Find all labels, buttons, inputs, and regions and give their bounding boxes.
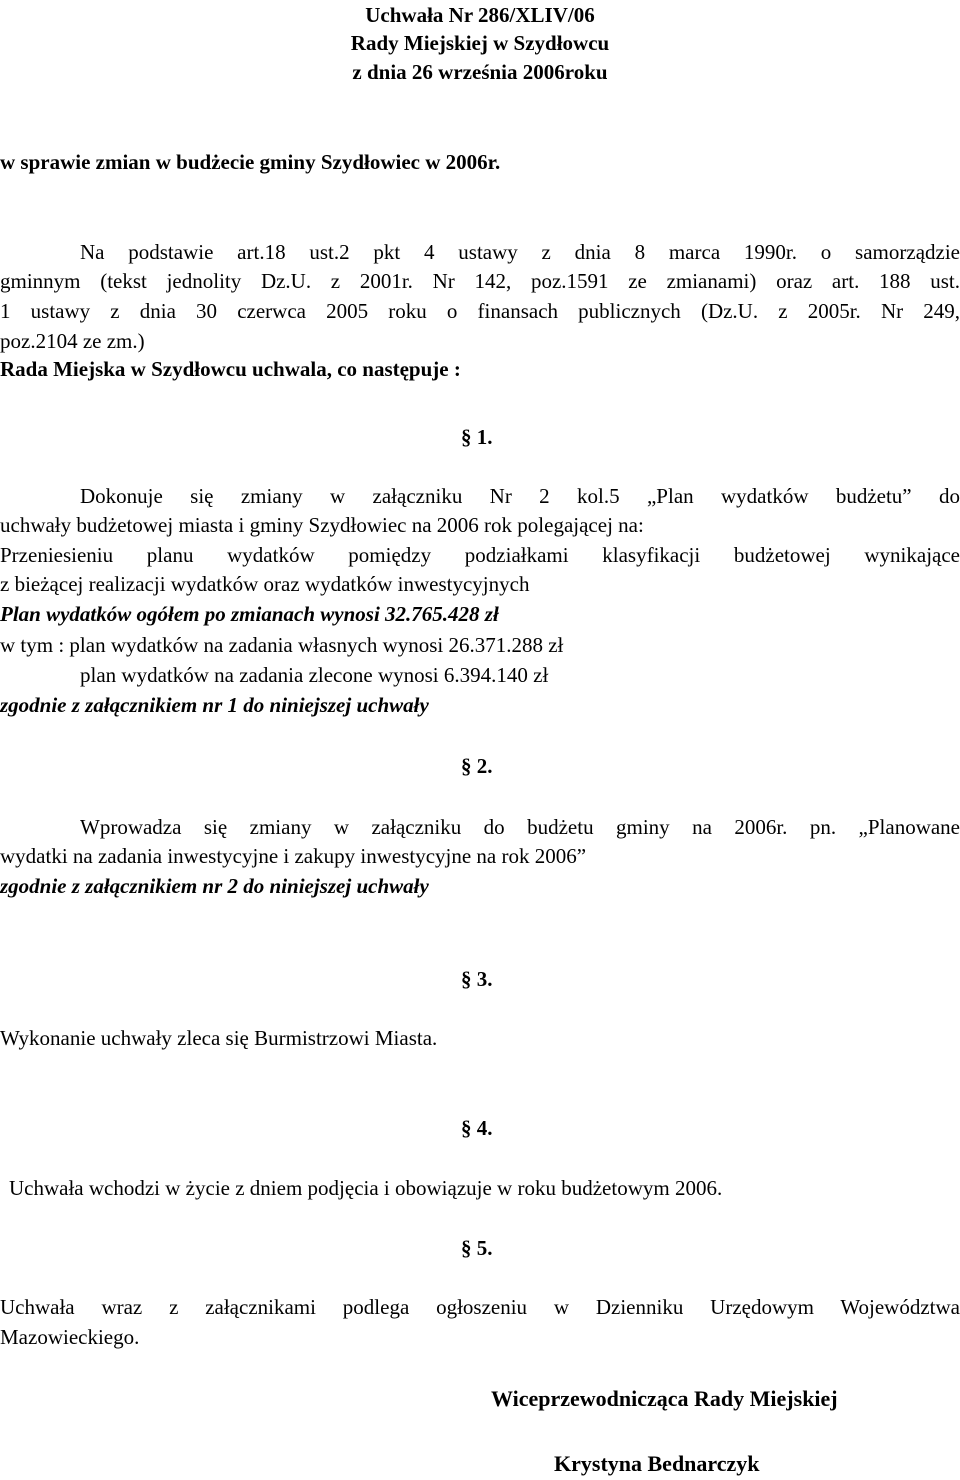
resolution-date: z dnia 26 września 2006roku — [352, 60, 608, 84]
section-2-attachment-ref: zgodnie z załącznikiem nr 2 do niniejszej uchwały — [0, 874, 429, 898]
section-3-text: Wykonanie uchwały zleca się Burmistrzowi Miasta. — [0, 1026, 438, 1050]
signatory-name: Krystyna Bednarczyk — [554, 1451, 760, 1476]
section-1-mark: § 1. — [461, 425, 493, 449]
section-1-line-1: Dokonuje się zmiany w załączniku Nr 2 kol.5 „Plan wydatków budżetu” do — [80, 484, 960, 508]
preamble-line-3: 1 ustawy z dnia 30 czerwca 2005 roku o finansach publicznych (Dz.U. z 2005r. Nr 249, — [0, 299, 960, 323]
section-1-attachment-ref: zgodnie z załącznikiem nr 1 do niniejszej uchwały — [0, 693, 429, 717]
section-3-mark: § 3. — [461, 967, 493, 991]
preamble-line-1: Na podstawie art.18 ust.2 pkt 4 ustawy z dnia 8 marca 1990r. o samorządzie — [80, 240, 960, 264]
planned-expenditure-total: Plan wydatków ogółem po zmianach wynosi 32.765.428 zł — [0, 602, 499, 626]
section-1-line-2: uchwały budżetowej miasta i gminy Szydłowiec na 2006 rok polegającej na: — [0, 513, 644, 537]
section-5-line-1: Uchwała wraz z załącznikami podlega ogłoszeniu w Dzienniku Urzędowym Województwa — [0, 1295, 960, 1319]
signatory-role: Wiceprzewodnicząca Rady Miejskiej — [491, 1386, 838, 1411]
section-5-mark: § 5. — [461, 1236, 493, 1260]
section-2-line-1: Wprowadza się zmiany w załączniku do budżetu gminy na 2006r. pn. „Planowane — [80, 815, 960, 839]
section-4-mark: § 4. — [461, 1116, 493, 1140]
preamble-line-4: poz.2104 ze zm.) — [0, 329, 145, 353]
section-2-mark: § 2. — [461, 754, 493, 778]
section-5-line-2: Mazowieckiego. — [0, 1325, 140, 1349]
resolves-clause: Rada Miejska w Szydłowcu uchwala, co następuje : — [0, 357, 461, 381]
own-tasks-expenditure: w tym : plan wydatków na zadania własnych wynosi 26.371.288 zł — [0, 633, 564, 657]
preamble-line-2: gminnym (tekst jednolity Dz.U. z 2001r. Nr 142, poz.1591 ze zmianami) oraz art. 188 ust. — [0, 269, 960, 293]
resolution-subject: w sprawie zmian w budżecie gminy Szydłowiec w 2006r. — [0, 150, 501, 174]
section-2-line-2: wydatki na zadania inwestycyjne i zakupy inwestycyjne na rok 2006” — [0, 844, 587, 868]
resolution-title: Uchwała Nr 286/XLIV/06 — [365, 3, 595, 27]
section-4-text: Uchwała wchodzi w życie z dniem podjęcia i obowiązuje w roku budżetowym 2006. — [9, 1176, 723, 1200]
section-1-line-4: z bieżącej realizacji wydatków oraz wydatków inwestycyjnych — [0, 572, 530, 596]
council-name: Rady Miejskiej w Szydłowcu — [350, 31, 610, 55]
section-1-line-3: Przeniesieniu planu wydatków pomiędzy podziałkami klasyfikacji budżetowej wynikające — [0, 543, 960, 567]
commissioned-tasks-expenditure: plan wydatków na zadania zlecone wynosi 6.394.140 zł — [80, 663, 549, 687]
